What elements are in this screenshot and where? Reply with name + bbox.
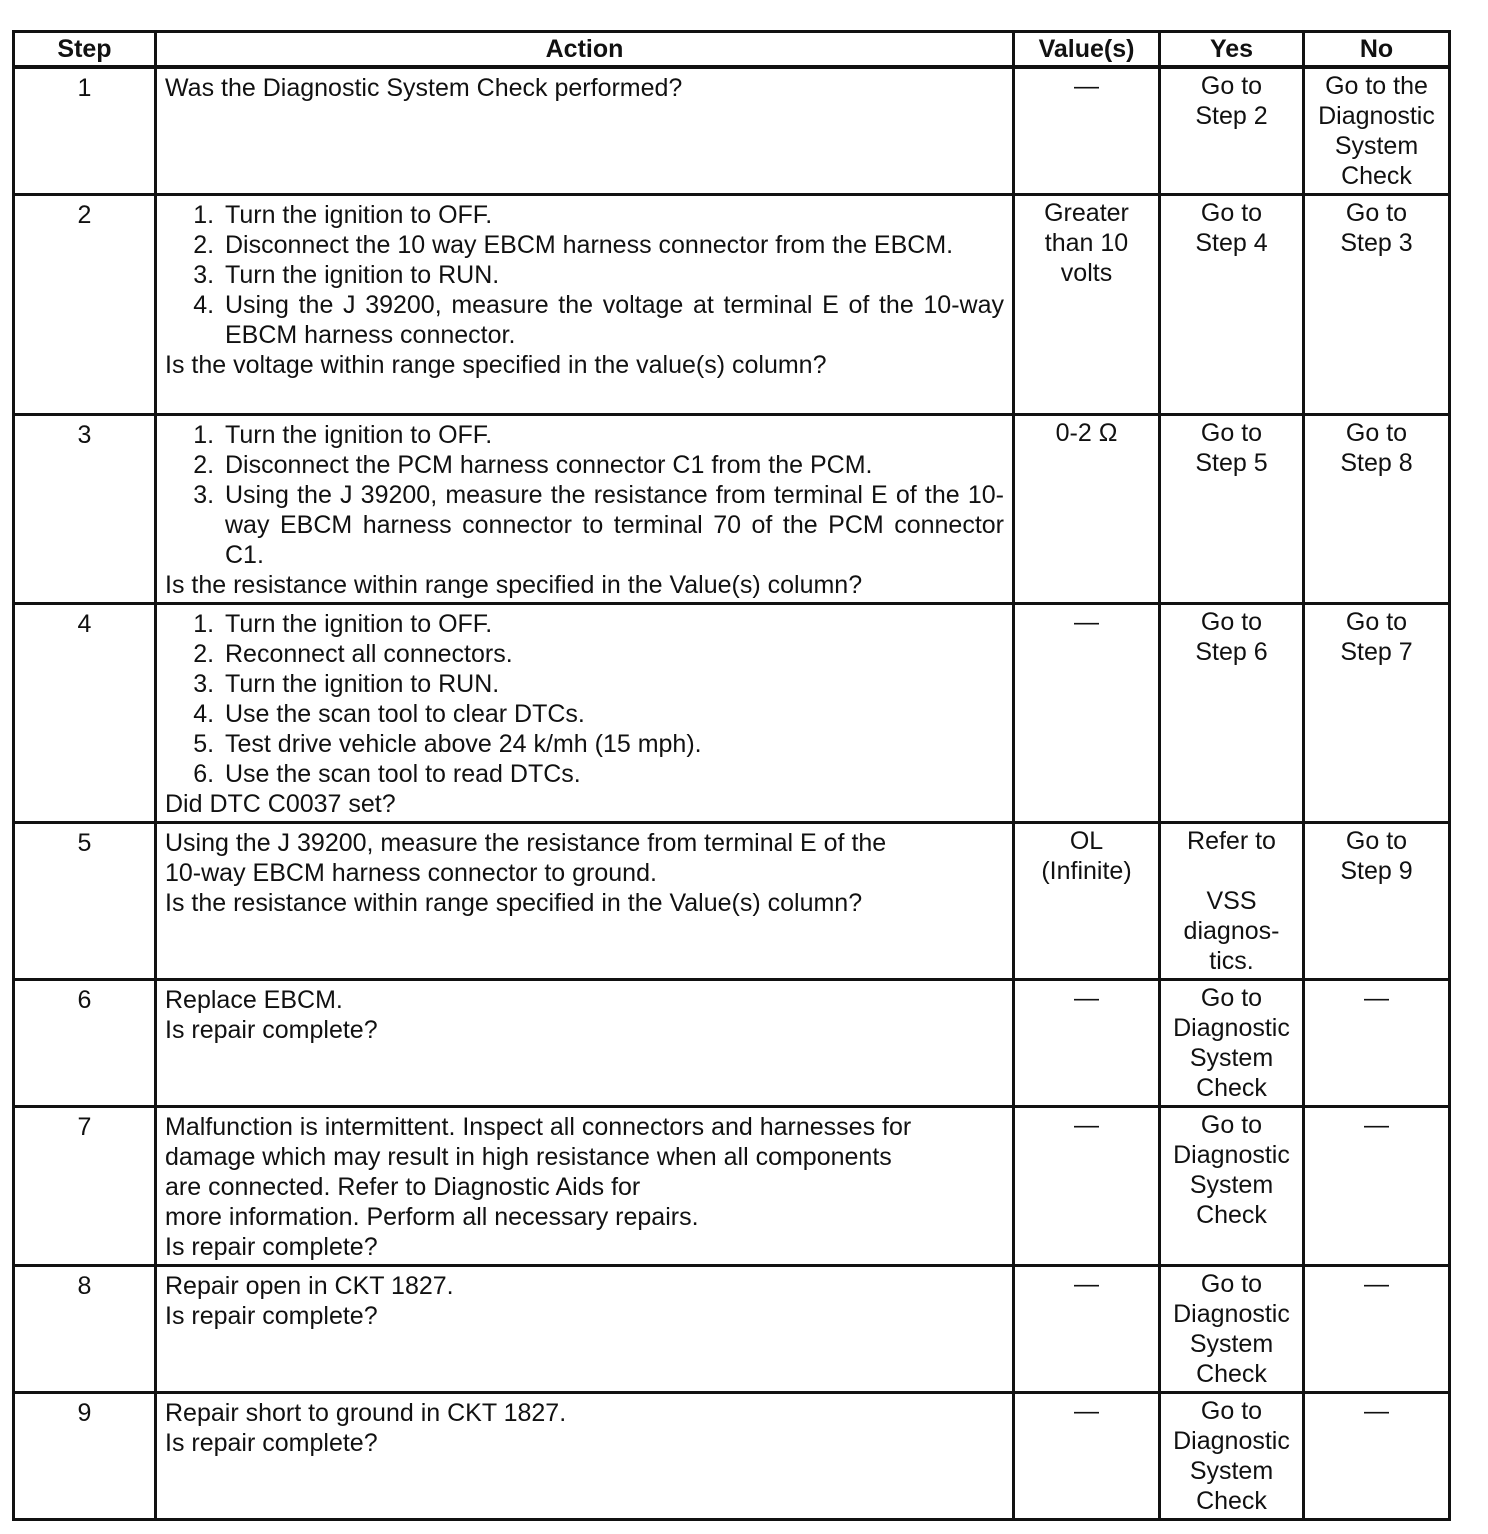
table-row: [14, 980, 1450, 1107]
action-step-item: 3. Turn the ignition to RUN.: [221, 669, 1004, 699]
no-cell: —: [1304, 980, 1450, 1107]
value-cell: —: [1014, 604, 1160, 823]
table-row: [14, 1266, 1450, 1393]
yes-cell: Go to Step 4: [1160, 195, 1304, 415]
action-question: Did DTC C0037 set?: [165, 790, 396, 818]
action-text: Using the J 39200, measure the resistance from terminal E of the 10-way EBCM harness connector to ground. Is the resistance within range specified in the Value(s) column?: [165, 829, 887, 917]
table-header-row: [14, 32, 1450, 68]
yes-cell: Refer to VSS diagnos- tics.: [1160, 823, 1304, 980]
step-number: 6: [14, 980, 156, 1107]
action-text: Repair short to ground in CKT 1827. Is repair complete?: [165, 1399, 567, 1457]
value-cell: —: [1014, 1393, 1160, 1520]
action-text: Malfunction is intermittent. Inspect all connectors and harnesses for damage which may result in high resistance when all components are connected. Refer to Diagnostic Aids for more information. Perform all necessary repairs. Is repair complete?: [165, 1113, 912, 1261]
no-cell: Go to the Diagnostic System Check: [1304, 67, 1450, 195]
step-number: 7: [14, 1107, 156, 1266]
action-cell: [156, 604, 1014, 823]
action-cell: [156, 1107, 1014, 1266]
action-text: Was the Diagnostic System Check performed?: [165, 74, 683, 102]
action-step-item: 6. Use the scan tool to read DTCs.: [221, 759, 1004, 789]
step-number: 3: [14, 415, 156, 604]
value-cell: —: [1014, 67, 1160, 195]
value-cell: —: [1014, 1266, 1160, 1393]
action-step-list: [165, 420, 1004, 570]
action-step-list: [165, 609, 1004, 789]
yes-cell: Go to Step 6: [1160, 604, 1304, 823]
header-action: Action: [156, 32, 1014, 68]
action-question: Is the resistance within range specified in the Value(s) column?: [165, 571, 863, 599]
table-row: [14, 823, 1450, 980]
no-cell: Go to Step 7: [1304, 604, 1450, 823]
yes-cell: Go to Diagnostic System Check: [1160, 1393, 1304, 1520]
table-row: [14, 415, 1450, 604]
step-number: 2: [14, 195, 156, 415]
step-number: 9: [14, 1393, 156, 1520]
action-step-item: 1. Turn the ignition to OFF.: [221, 609, 1004, 639]
action-cell: [156, 1266, 1014, 1393]
action-step-item: 4. Use the scan tool to clear DTCs.: [221, 699, 1004, 729]
header-yes: Yes: [1160, 32, 1304, 68]
table-row: [14, 1393, 1450, 1520]
no-cell: —: [1304, 1266, 1450, 1393]
table-row: [14, 1107, 1450, 1266]
action-cell: [156, 415, 1014, 604]
value-cell: 0-2 Ω: [1014, 415, 1160, 604]
action-cell: [156, 1393, 1014, 1520]
value-cell: Greater than 10 volts: [1014, 195, 1160, 415]
yes-cell: Go to Step 2: [1160, 67, 1304, 195]
value-cell: —: [1014, 980, 1160, 1107]
action-text: Repair open in CKT 1827. Is repair complete?: [165, 1272, 454, 1330]
action-cell: [156, 195, 1014, 415]
action-step-item: 4. Using the J 39200, measure the voltage at terminal E of the 10-way EBCM harness connector.: [221, 290, 1004, 350]
action-step-item: 2. Reconnect all connectors.: [221, 639, 1004, 669]
action-step-item: 2. Disconnect the PCM harness connector C1 from the PCM.: [221, 450, 1004, 480]
header-no: No: [1304, 32, 1450, 68]
no-cell: —: [1304, 1107, 1450, 1266]
action-step-item: 1. Turn the ignition to OFF.: [221, 420, 1004, 450]
action-step-item: 2. Disconnect the 10 way EBCM harness connector from the EBCM.: [221, 230, 1004, 260]
action-step-item: 3. Using the J 39200, measure the resistance from terminal E of the 10-way EBCM harness connector to terminal 70 of the PCM connector C1.: [221, 480, 1004, 570]
action-step-item: 5. Test drive vehicle above 24 k/mh (15 mph).: [221, 729, 1004, 759]
action-cell: [156, 980, 1014, 1107]
yes-cell: Go to Diagnostic System Check: [1160, 1107, 1304, 1266]
action-step-item: 3. Turn the ignition to RUN.: [221, 260, 1004, 290]
no-cell: Go to Step 9: [1304, 823, 1450, 980]
action-step-item: 1. Turn the ignition to OFF.: [221, 200, 1004, 230]
no-cell: Go to Step 3: [1304, 195, 1450, 415]
table-row: [14, 195, 1450, 415]
table-row: [14, 604, 1450, 823]
action-cell: [156, 67, 1014, 195]
step-number: 5: [14, 823, 156, 980]
table-row: [14, 67, 1450, 195]
diagnostic-table: [12, 30, 1451, 1521]
action-cell: [156, 823, 1014, 980]
no-cell: —: [1304, 1393, 1450, 1520]
yes-cell: Go to Step 5: [1160, 415, 1304, 604]
no-cell: Go to Step 8: [1304, 415, 1450, 604]
yes-cell: Go to Diagnostic System Check: [1160, 1266, 1304, 1393]
step-number: 1: [14, 67, 156, 195]
step-number: 4: [14, 604, 156, 823]
header-step: Step: [14, 32, 156, 68]
action-text: Replace EBCM. Is repair complete?: [165, 986, 378, 1044]
value-cell: —: [1014, 1107, 1160, 1266]
header-values: Value(s): [1014, 32, 1160, 68]
value-cell: OL (Infinite): [1014, 823, 1160, 980]
step-number: 8: [14, 1266, 156, 1393]
yes-cell: Go to Diagnostic System Check: [1160, 980, 1304, 1107]
action-question: Is the voltage within range specified in the value(s) column?: [165, 351, 827, 379]
action-step-list: [165, 200, 1004, 350]
